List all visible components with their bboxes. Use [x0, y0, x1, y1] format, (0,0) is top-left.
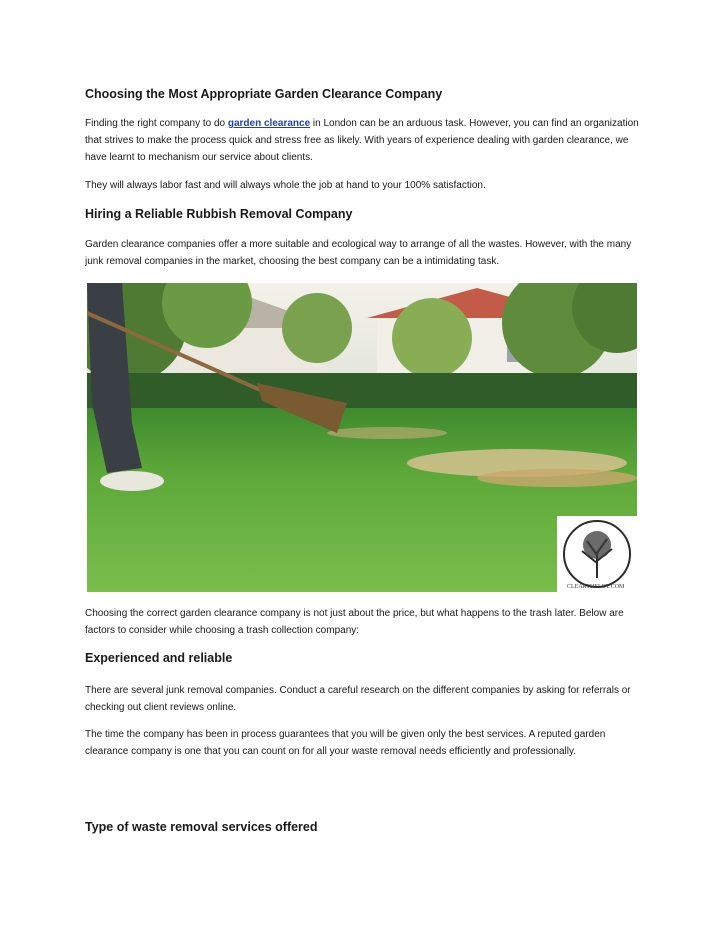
paragraph-satisfaction: They will always labor fast and will always whole the job at hand to your 100% satisfaction.	[85, 180, 486, 191]
garden-sweeping-photo	[87, 283, 637, 592]
garden-clearance-link[interactable]: garden clearance	[227, 118, 311, 129]
logo-text: CLEARTHELOT.COM	[567, 584, 625, 590]
heading-hiring-company: Hiring a Reliable Rubbish Removal Company	[85, 207, 353, 221]
heading-type-of-services: Type of waste removal services offered	[85, 820, 318, 834]
heading-choosing-company: Choosing the Most Appropriate Garden Clearance Company	[85, 87, 443, 101]
paragraph-intro-text-b: in London can be an arduous task. However, you can find an organization that strives to make the process quick and stress free as likely. With years of experience dealing with garden clearance, we have learnt to mechanism our service about clients.	[85, 118, 639, 163]
paragraph-choosing-correct: Choosing the correct garden clearance company is not just about the price, but what happens to the trash later. Below are factors to consider while choosing a trash collection company:	[85, 608, 624, 636]
paragraph-intro-text-a: Finding the right company to do	[85, 118, 228, 129]
paragraph-research: There are several junk removal companies. Conduct a careful research on the different companies by asking for referrals or checking out client reviews online.	[85, 685, 631, 713]
paragraph-intro	[85, 115, 640, 166]
paragraph-companies: Garden clearance companies offer a more suitable and ecological way to arrange of all the wastes. However, with the many junk removal companies in the market, choosing the best company can be a intimidating task.	[85, 239, 632, 267]
heading-experienced-reliable: Experienced and reliable	[85, 651, 233, 665]
paragraph-process-time: The time the company has been in process guarantees that you will be given only the best services. A reputed garden clearance company is one that you can count on for all your waste removal needs efficiently and professionally.	[85, 729, 606, 757]
